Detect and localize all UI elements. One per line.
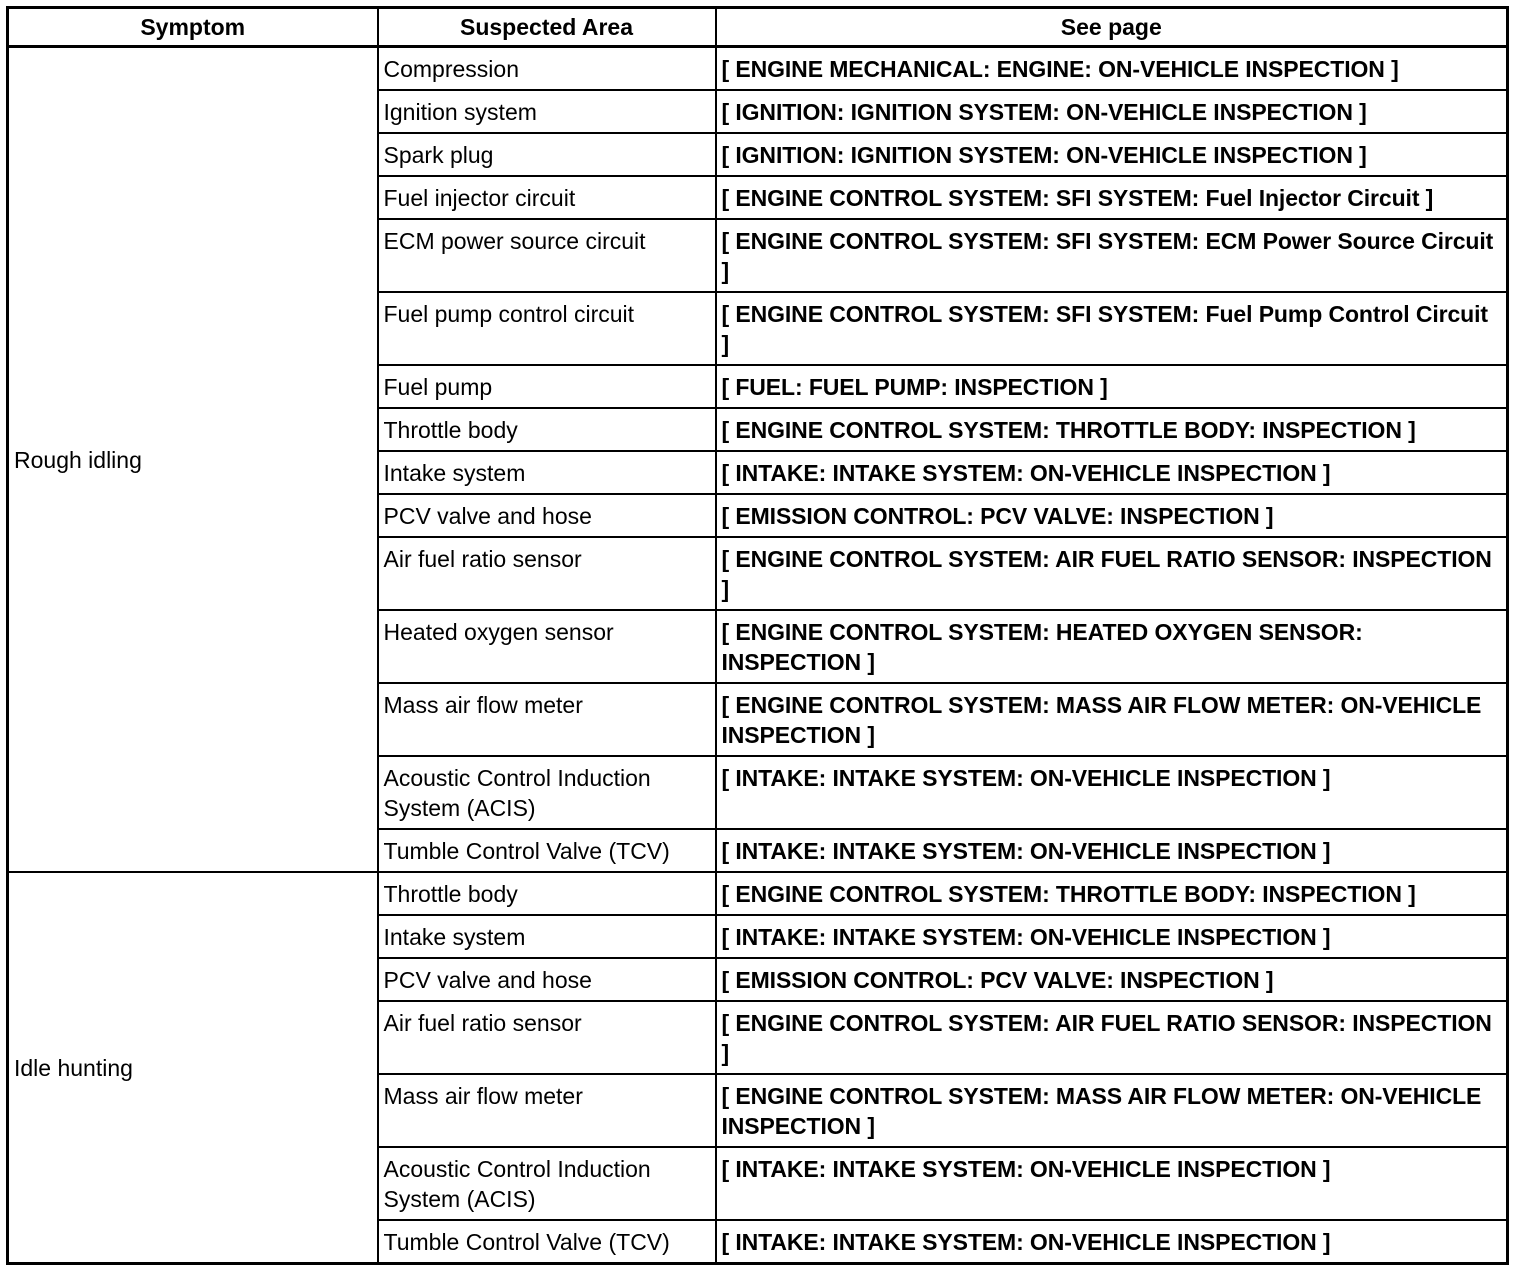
see-page-reference: [ ENGINE CONTROL SYSTEM: MASS AIR FLOW METER: ON-VEHICLE INSPECTION ] bbox=[716, 1074, 1508, 1147]
symptom-cell: Rough idling bbox=[8, 47, 378, 873]
see-page-reference: [ FUEL: FUEL PUMP: INSPECTION ] bbox=[716, 365, 1508, 408]
see-page-reference: [ INTAKE: INTAKE SYSTEM: ON-VEHICLE INSPECTION ] bbox=[716, 451, 1508, 494]
see-page-reference: [ ENGINE CONTROL SYSTEM: AIR FUEL RATIO SENSOR: INSPECTION ] bbox=[716, 537, 1508, 610]
suspected-area-cell: Intake system bbox=[378, 451, 716, 494]
table-header bbox=[8, 8, 1508, 47]
see-page-reference: [ ENGINE MECHANICAL: ENGINE: ON-VEHICLE INSPECTION ] bbox=[716, 47, 1508, 91]
suspected-area-cell: Mass air flow meter bbox=[378, 683, 716, 756]
suspected-area-cell: Throttle body bbox=[378, 872, 716, 915]
table-body bbox=[8, 47, 1508, 1264]
see-page-reference: [ EMISSION CONTROL: PCV VALVE: INSPECTION ] bbox=[716, 494, 1508, 537]
suspected-area-cell: Air fuel ratio sensor bbox=[378, 1001, 716, 1074]
table-row bbox=[8, 47, 1508, 91]
see-page-reference: [ ENGINE CONTROL SYSTEM: MASS AIR FLOW METER: ON-VEHICLE INSPECTION ] bbox=[716, 683, 1508, 756]
see-page-reference: [ INTAKE: INTAKE SYSTEM: ON-VEHICLE INSPECTION ] bbox=[716, 756, 1508, 829]
header-suspected-area: Suspected Area bbox=[378, 8, 716, 47]
see-page-reference: [ ENGINE CONTROL SYSTEM: SFI SYSTEM: Fuel Injector Circuit ] bbox=[716, 176, 1508, 219]
suspected-area-cell: Heated oxygen sensor bbox=[378, 610, 716, 683]
see-page-reference: [ INTAKE: INTAKE SYSTEM: ON-VEHICLE INSPECTION ] bbox=[716, 1147, 1508, 1220]
see-page-reference: [ ENGINE CONTROL SYSTEM: SFI SYSTEM: Fuel Pump Control Circuit ] bbox=[716, 292, 1508, 365]
see-page-reference: [ ENGINE CONTROL SYSTEM: THROTTLE BODY: INSPECTION ] bbox=[716, 408, 1508, 451]
header-symptom: Symptom bbox=[8, 8, 378, 47]
see-page-reference: [ ENGINE CONTROL SYSTEM: SFI SYSTEM: ECM Power Source Circuit ] bbox=[716, 219, 1508, 292]
symptom-cell: Idle hunting bbox=[8, 872, 378, 1264]
see-page-reference: [ INTAKE: INTAKE SYSTEM: ON-VEHICLE INSPECTION ] bbox=[716, 829, 1508, 872]
see-page-reference: [ IGNITION: IGNITION SYSTEM: ON-VEHICLE INSPECTION ] bbox=[716, 133, 1508, 176]
see-page-reference: [ INTAKE: INTAKE SYSTEM: ON-VEHICLE INSPECTION ] bbox=[716, 915, 1508, 958]
see-page-reference: [ ENGINE CONTROL SYSTEM: AIR FUEL RATIO SENSOR: INSPECTION ] bbox=[716, 1001, 1508, 1074]
suspected-area-cell: PCV valve and hose bbox=[378, 958, 716, 1001]
suspected-area-cell: Compression bbox=[378, 47, 716, 91]
suspected-area-cell: Air fuel ratio sensor bbox=[378, 537, 716, 610]
header-see-page: See page bbox=[716, 8, 1508, 47]
suspected-area-cell: Intake system bbox=[378, 915, 716, 958]
suspected-area-cell: Ignition system bbox=[378, 90, 716, 133]
table-row bbox=[8, 872, 1508, 915]
see-page-reference: [ EMISSION CONTROL: PCV VALVE: INSPECTION ] bbox=[716, 958, 1508, 1001]
suspected-area-cell: Fuel pump control circuit bbox=[378, 292, 716, 365]
suspected-area-cell: Tumble Control Valve (TCV) bbox=[378, 1220, 716, 1264]
see-page-reference: [ ENGINE CONTROL SYSTEM: THROTTLE BODY: INSPECTION ] bbox=[716, 872, 1508, 915]
see-page-reference: [ ENGINE CONTROL SYSTEM: HEATED OXYGEN SENSOR: INSPECTION ] bbox=[716, 610, 1508, 683]
suspected-area-cell: Mass air flow meter bbox=[378, 1074, 716, 1147]
suspected-area-cell: Tumble Control Valve (TCV) bbox=[378, 829, 716, 872]
suspected-area-cell: Fuel pump bbox=[378, 365, 716, 408]
see-page-reference: [ INTAKE: INTAKE SYSTEM: ON-VEHICLE INSPECTION ] bbox=[716, 1220, 1508, 1264]
see-page-reference: [ IGNITION: IGNITION SYSTEM: ON-VEHICLE INSPECTION ] bbox=[716, 90, 1508, 133]
header-row bbox=[8, 8, 1508, 47]
suspected-area-cell: Acoustic Control Induction System (ACIS) bbox=[378, 756, 716, 829]
suspected-area-cell: Acoustic Control Induction System (ACIS) bbox=[378, 1147, 716, 1220]
suspected-area-cell: Fuel injector circuit bbox=[378, 176, 716, 219]
symptom-table bbox=[6, 6, 1509, 1265]
suspected-area-cell: Spark plug bbox=[378, 133, 716, 176]
suspected-area-cell: ECM power source circuit bbox=[378, 219, 716, 292]
suspected-area-cell: PCV valve and hose bbox=[378, 494, 716, 537]
suspected-area-cell: Throttle body bbox=[378, 408, 716, 451]
